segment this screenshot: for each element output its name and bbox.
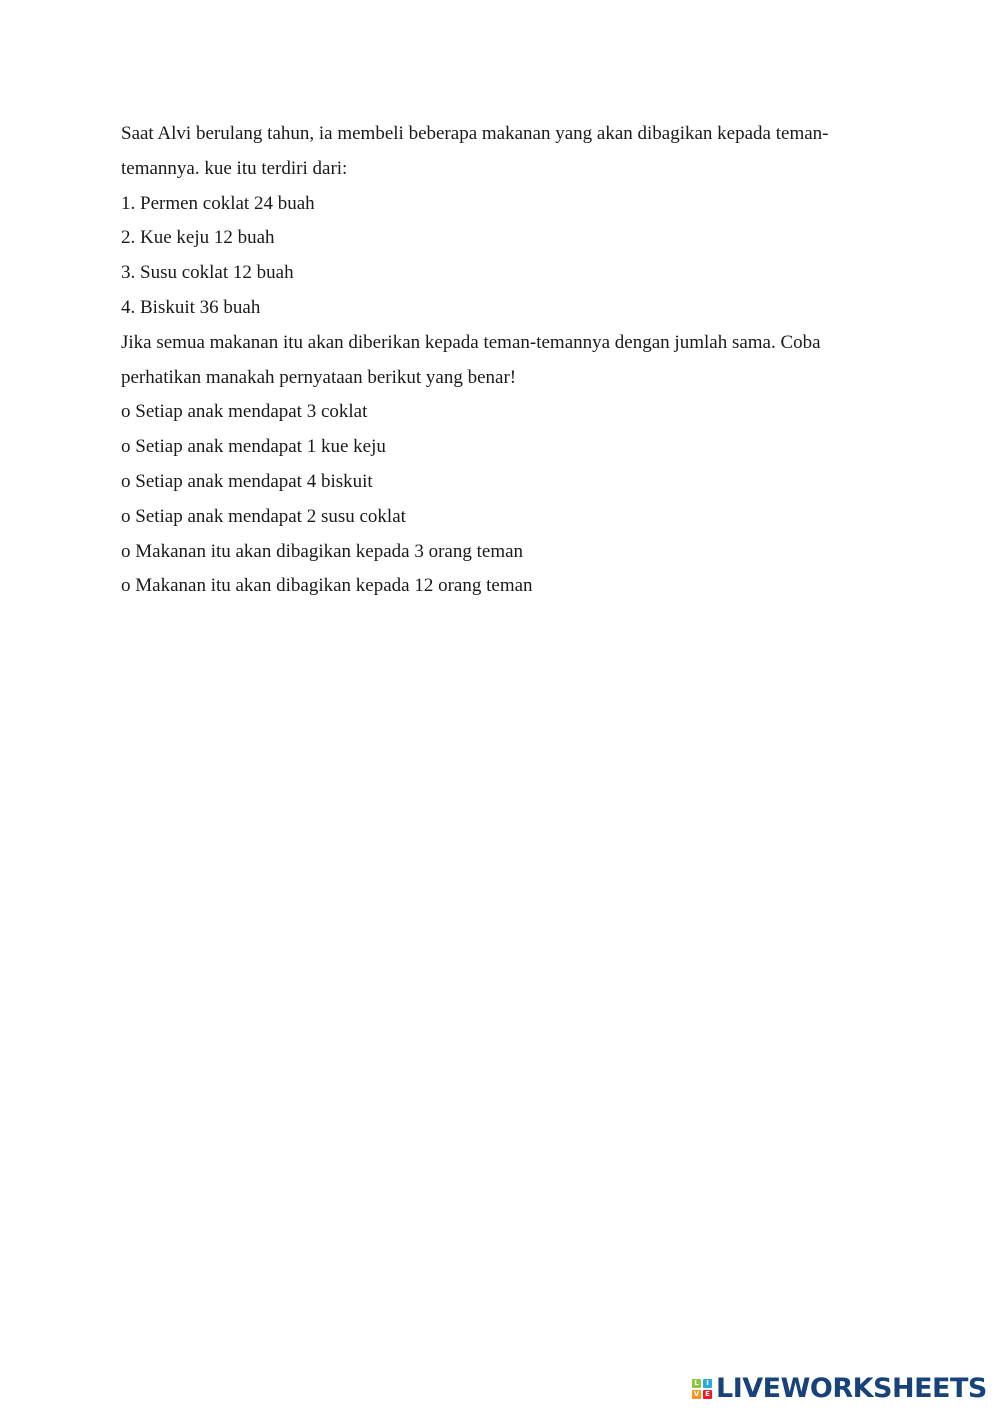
logo-mark-cell: L (692, 1379, 701, 1388)
list-item: 3. Susu coklat 12 buah (121, 262, 294, 284)
logo-mark-cell: E (703, 1390, 712, 1399)
answer-option[interactable]: o Setiap anak mendapat 3 coklat (121, 401, 368, 423)
list-item: 4. Biskuit 36 buah (121, 296, 261, 318)
answer-option[interactable]: o Setiap anak mendapat 2 susu coklat (121, 505, 406, 527)
logo-mark-cell: V (693, 1390, 700, 1398)
logo-mark-cell: I (703, 1379, 712, 1388)
list-item: 1. Permen coklat 24 buah (121, 192, 315, 214)
question-line-1: Jika semua makanan itu akan diberikan kepada teman-temannya dengan jumlah sama. Coba (121, 331, 821, 353)
worksheet-content (121, 117, 881, 604)
answer-option[interactable]: o Makanan itu akan dibagikan kepada 12 orang teman (121, 575, 533, 597)
liveworksheets-logo (692, 1374, 987, 1404)
logo-text: LIVEWORKSHEETS (716, 1373, 987, 1404)
list-item: 2. Kue keju 12 buah (121, 227, 275, 249)
intro-line-2: temannya. kue itu terdiri dari: (121, 157, 348, 179)
answer-option[interactable]: o Setiap anak mendapat 4 biskuit (121, 470, 373, 492)
question-line-2: perhatikan manakah pernyataan berikut yang benar! (121, 366, 517, 388)
logo-mark-icon (692, 1379, 712, 1399)
answer-option[interactable]: o Setiap anak mendapat 1 kue keju (121, 436, 386, 458)
intro-line-1: Saat Alvi berulang tahun, ia membeli beberapa makanan yang akan dibagikan kepada teman- (121, 123, 829, 144)
answer-option[interactable]: o Makanan itu akan dibagikan kepada 3 orang teman (121, 540, 524, 562)
